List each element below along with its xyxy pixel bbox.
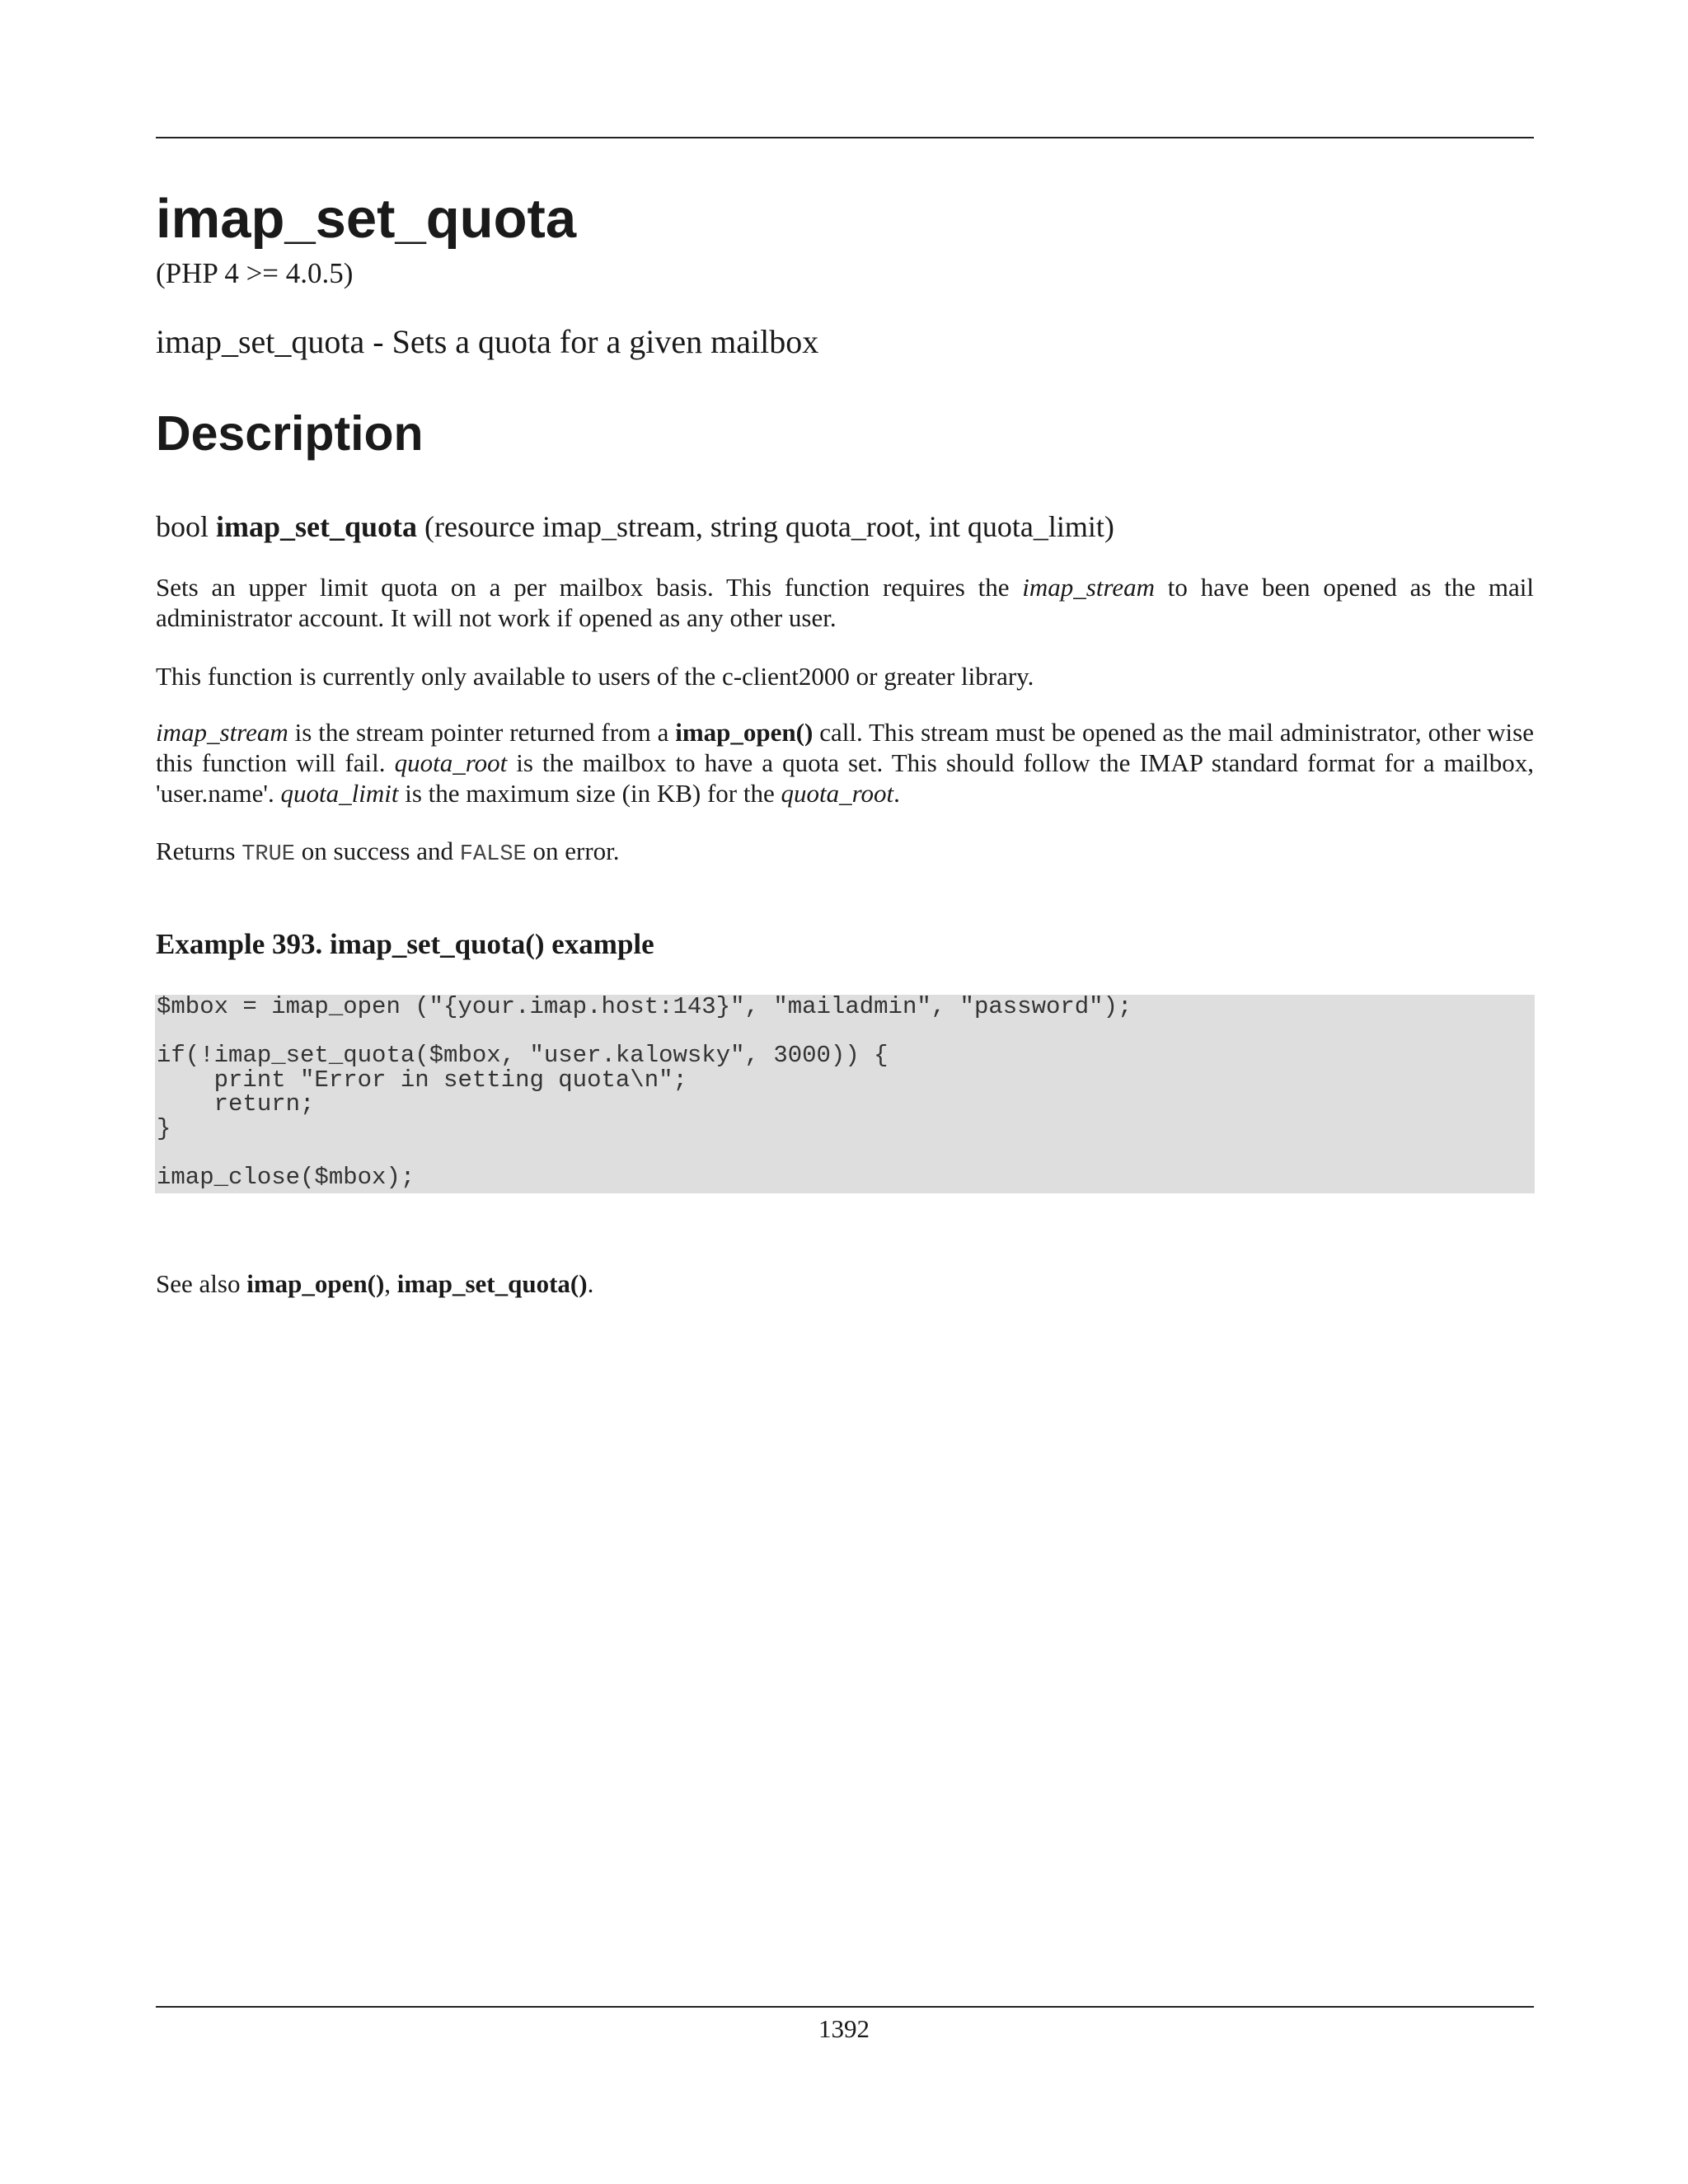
description-paragraph-2: This function is currently only available to users of the c-client2000 or greater library. bbox=[156, 662, 1034, 691]
example-title: Example 393. imap_set_quota() example bbox=[156, 928, 654, 960]
code-line: print "Error in setting quota\n"; bbox=[157, 1066, 687, 1094]
parameter-name: imap_stream bbox=[1022, 573, 1156, 602]
text-fragment: . bbox=[893, 779, 900, 808]
constant-true: TRUE bbox=[241, 842, 295, 867]
parameter-name: quota_root bbox=[781, 779, 894, 808]
text-fragment: call. This stream must be opened as the mail administrator, other wise this function will fail. bbox=[156, 718, 1534, 777]
see-also-label: See also bbox=[156, 1269, 247, 1298]
page-number: 1392 bbox=[818, 2014, 870, 2043]
text-fragment: on success and bbox=[295, 837, 460, 865]
function-purpose: imap_set_quota - Sets a quota for a given mailbox bbox=[156, 323, 819, 360]
description-paragraph-3 bbox=[156, 717, 1534, 808]
see-also bbox=[156, 1268, 593, 1301]
code-line: $mbox = imap_open ("{your.imap.host:143}", "mailadmin", "password"); bbox=[157, 993, 1132, 1020]
description-paragraph-1 bbox=[156, 572, 1534, 633]
code-line: imap_close($mbox); bbox=[157, 1163, 415, 1191]
text-fragment: Sets an upper limit quota on a per mailbox basis. This function requires the bbox=[156, 573, 1023, 602]
parameter-name: imap_stream bbox=[156, 718, 288, 747]
separator: , bbox=[384, 1269, 397, 1298]
page-title: imap_set_quota bbox=[156, 188, 577, 250]
see-also-link-imap-set-quota[interactable]: imap_set_quota() bbox=[396, 1269, 588, 1298]
code-line bbox=[155, 1019, 1535, 1044]
see-also-link-imap-open[interactable]: imap_open() bbox=[246, 1269, 385, 1298]
text-fragment: is the maximum size (in KB) for the bbox=[398, 779, 781, 808]
text-fragment: Returns bbox=[156, 837, 242, 865]
parameter-name: quota_root bbox=[394, 748, 508, 777]
text-fragment: is the mailbox to have a quota set. This should follow the IMAP standard format for a mailbox, 'user.name'. bbox=[156, 748, 1534, 808]
code-line: } bbox=[157, 1114, 171, 1142]
text-fragment: on error. bbox=[526, 837, 620, 865]
synopsis-function-name: imap_set_quota bbox=[216, 510, 418, 543]
period: . bbox=[587, 1269, 594, 1298]
return-value-paragraph bbox=[156, 836, 1534, 870]
section-heading: Description bbox=[156, 406, 424, 461]
function-synopsis bbox=[156, 508, 1114, 546]
code-example bbox=[155, 995, 1535, 1193]
text-fragment: is the stream pointer returned from a bbox=[288, 718, 676, 747]
code-line bbox=[155, 1141, 1535, 1165]
constant-false: FALSE bbox=[459, 842, 527, 867]
function-link-imap-open[interactable]: imap_open() bbox=[675, 718, 814, 747]
top-rule bbox=[156, 137, 1534, 138]
bottom-rule bbox=[156, 2006, 1534, 2008]
parameter-name: quota_limit bbox=[280, 779, 399, 808]
code-line: return; bbox=[157, 1090, 315, 1118]
code-line: if(!imap_set_quota($mbox, "user.kalowsky", 3000)) { bbox=[157, 1042, 889, 1069]
text-fragment: to have been opened as the mail administrator account. It will not work if opened as any other user. bbox=[156, 573, 1534, 632]
version-info: (PHP 4 >= 4.0.5) bbox=[156, 257, 354, 289]
return-type: bool bbox=[156, 510, 209, 543]
synopsis-params: (resource imap_stream, string quota_root, int quota_limit) bbox=[424, 510, 1114, 543]
